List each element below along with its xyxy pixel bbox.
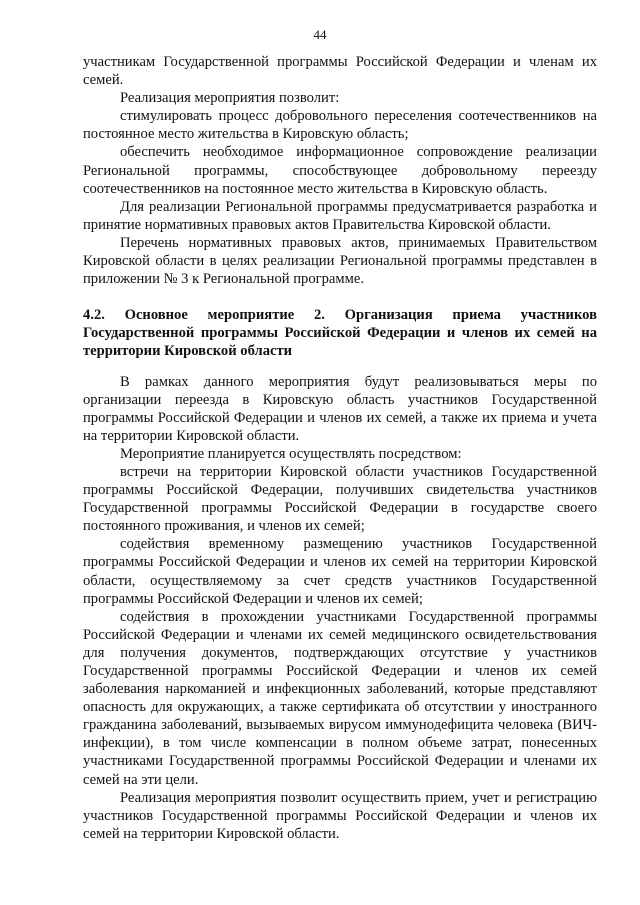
body-paragraph: содействия временному размещению участников Государственной программы Российской Федерации и членов их семей на территории Кировской области, осуществляемому за счет средств участников Государственной программы Российской Федерации и членов их семей; (83, 536, 597, 607)
body-paragraph: участникам Государственной программы Российской Федерации и членам их семей. (83, 54, 597, 89)
body-paragraph: обеспечить необходимое информационное сопровождение реализации Региональной программы, способствующее добровольному переезду соотечественников на постоянное место жительства в Кировскую область. (83, 144, 597, 197)
body-paragraph: Реализация мероприятия позволит: (120, 90, 340, 107)
section-heading: 4.2. Основное мероприятие 2. Организация приема участников Государственной программы Российской Федерации и членов их семей на территории Кировской области (83, 307, 597, 360)
paragraphs-before-section (83, 53, 597, 288)
body-paragraph: Перечень нормативных правовых актов, принимаемых Правительством Кировской области в целях реализации Региональной программы представлен в приложении № 3 к Региональной программе. (83, 234, 597, 288)
page-number: 44 (313, 27, 327, 42)
body-paragraph: стимулировать процесс добровольного переселения соотечественников на постоянное место жительства в Кировскую область; (83, 108, 597, 143)
document-body (83, 53, 597, 843)
body-paragraph: В рамках данного мероприятия будут реализовываться меры по организации переезда в Кировскую область участников Государственной программы Российской Федерации и членов их семей, а также их приема и учета на территории Кировской области. (83, 373, 597, 444)
body-paragraph: встречи на территории Кировской области участников Государственной программы Российской Федерации, получивших свидетельства участников Государственной программы Российской Федерации в государстве своего постоянного проживания, и членов их семей; (83, 463, 597, 535)
body-paragraph: содействия в прохождении участниками Государственной программы Российской Федерации и членами их семей медицинского освидетельствования для получения документов, подтверждающих отсутствие у участников Государственной программы Российской Федерации и членов их семей заболевания наркоманией и инфекционных заболеваний, которые представляют опасность для окружающих, а также сертификата об отсутствии у иностранного гражданина заболеваний, вызываемых вирусом иммунодефицита человека (ВИЧ-инфекции), в том числе компенсации в полном объеме затрат, понесенных участниками Государственной программы Российской Федерации и членами их семей на эти цели. (83, 608, 597, 788)
paragraphs-after-section (83, 373, 597, 843)
body-paragraph: Для реализации Региональной программы предусматривается разработка и принятие нормативных правовых актов Правительства Кировской области. (83, 198, 597, 233)
body-paragraph: Реализация мероприятия позволит осуществить прием, учет и регистрацию участников Государственной программы Российской Федерации и членов их семей на территории Кировской области. (83, 789, 597, 842)
body-paragraph: Мероприятие планируется осуществлять посредством: (120, 445, 462, 462)
